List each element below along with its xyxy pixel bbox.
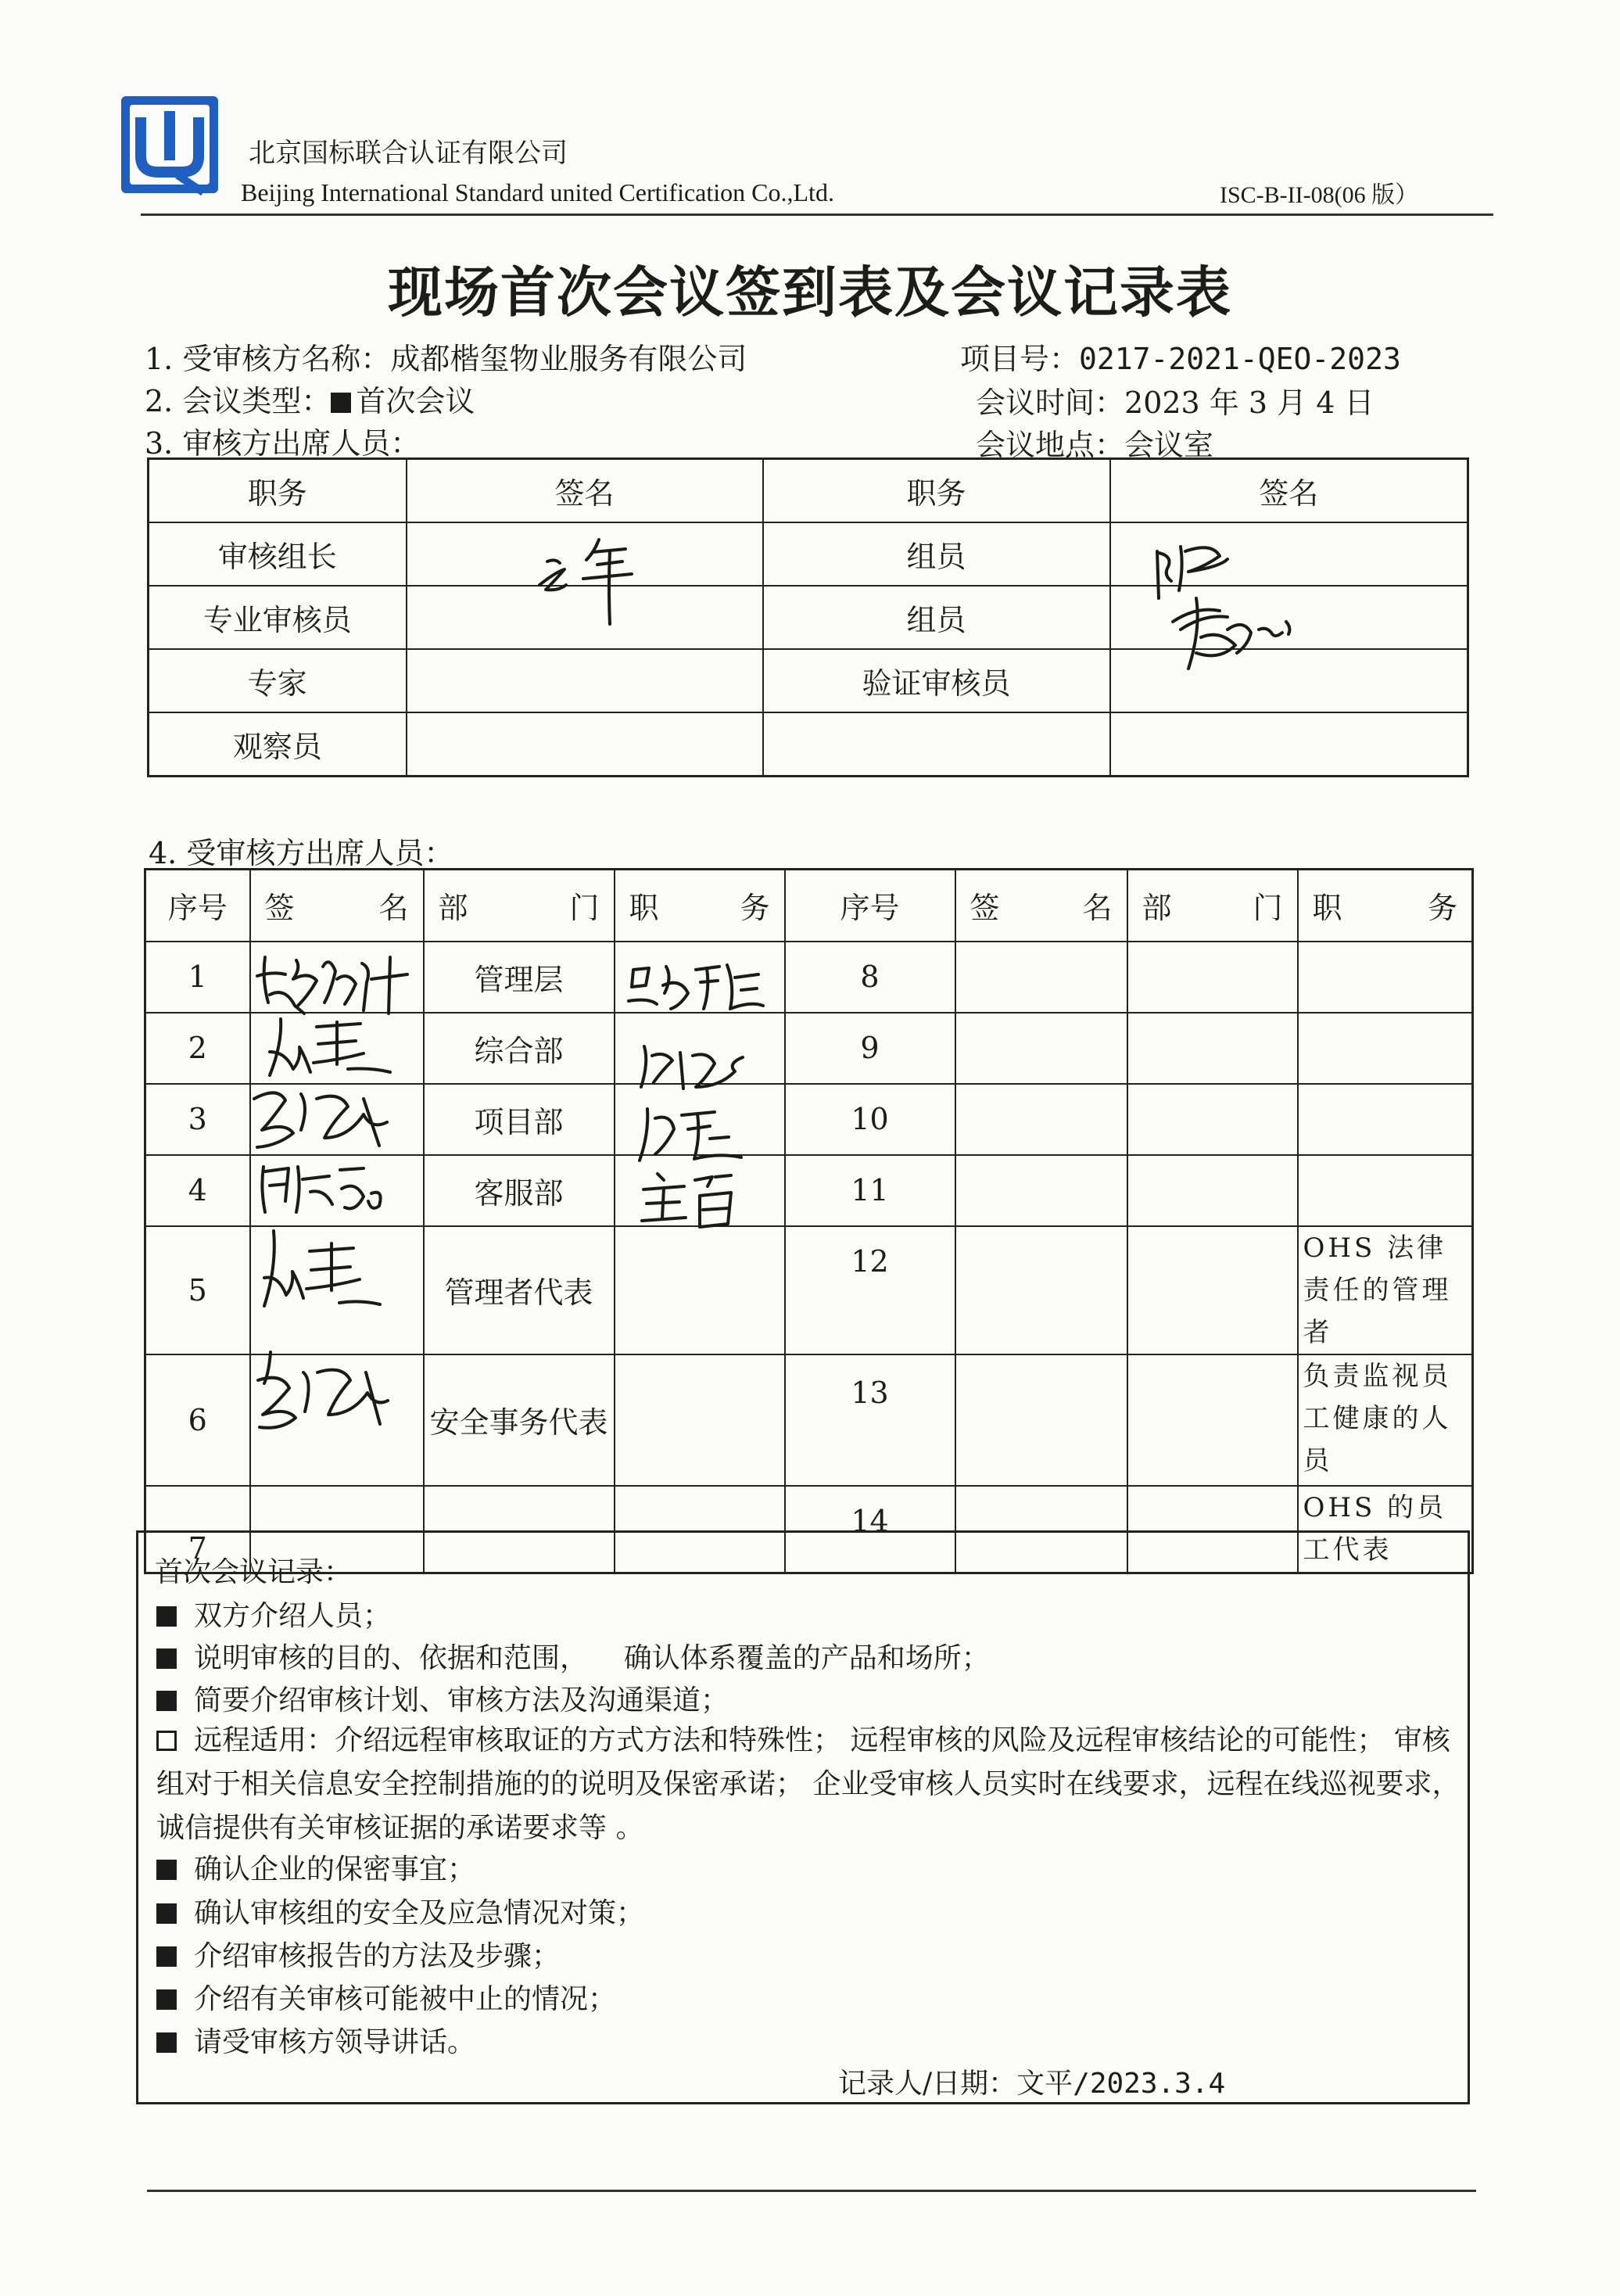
department-cell: 客服部 xyxy=(424,1155,615,1226)
record-item-text: 介绍有关审核可能被中止的情况； xyxy=(194,1983,617,2015)
handwritten-signature xyxy=(258,1228,383,1314)
position-cell xyxy=(1298,1013,1473,1084)
header-cell: 序号 xyxy=(145,870,250,942)
role-cell: 审核组长 xyxy=(149,522,407,586)
header-cell: 签名 xyxy=(407,459,763,523)
company-name-en: Beijing International Standard united Certification Co.,Ltd. xyxy=(241,178,834,206)
department-cell xyxy=(1127,942,1298,1013)
checked-box-icon xyxy=(156,1989,177,2010)
record-item xyxy=(156,1678,729,1718)
company-name-cn: 北京国标联合认证有限公司 xyxy=(249,138,568,169)
position-cell xyxy=(1298,1084,1473,1155)
meeting-time xyxy=(976,378,1374,422)
checked-box-icon xyxy=(156,1946,177,1967)
row-number: 2 xyxy=(145,1013,250,1084)
recorder-label: 记录人/日期： xyxy=(838,2068,1017,2100)
checked-box-icon xyxy=(156,1606,177,1627)
record-item-text: 双方介绍人员； xyxy=(194,1600,392,1632)
row-number: 4 xyxy=(145,1155,250,1226)
checked-box-icon xyxy=(156,1903,177,1924)
position-cell: 负责监视员工健康的人员 xyxy=(1298,1354,1473,1486)
role-cell: 专家 xyxy=(149,649,407,712)
role-cell: 观察员 xyxy=(149,712,407,777)
handwritten-signature xyxy=(250,1349,391,1435)
meeting-time-label: 会议时间： xyxy=(976,386,1125,420)
handwritten-signature xyxy=(262,1013,395,1083)
project-number-label: 项目号： xyxy=(960,342,1080,376)
header-cell: 职务 xyxy=(1298,870,1473,942)
table-header-row xyxy=(149,459,1468,523)
row-number: 11 xyxy=(785,1155,955,1226)
handwritten-signature xyxy=(633,1040,751,1095)
department-cell: 安全事务代表 xyxy=(424,1354,615,1486)
header-cell: 签名 xyxy=(1110,459,1468,523)
position-cell xyxy=(615,1354,785,1486)
handwritten-signature xyxy=(532,524,649,633)
signature-cell xyxy=(955,1084,1127,1155)
row-number: 7 xyxy=(145,1486,250,1573)
record-item-text: 说明审核的目的、依据和范围， 确认体系覆盖的产品和场所； xyxy=(194,1642,990,1674)
record-item xyxy=(156,1636,990,1676)
checked-box-icon xyxy=(156,1648,177,1669)
auditee-name-line: 1. 受审核方名称：成都楷玺物业服务有限公司 xyxy=(145,342,747,376)
meeting-type-line xyxy=(145,377,475,420)
record-item-text: 确认企业的保密事宜； xyxy=(194,1853,476,1885)
department-cell xyxy=(1127,1354,1298,1486)
position-cell xyxy=(1298,942,1473,1013)
recorder-value: 文平/2023.3.4 xyxy=(1016,2068,1226,2100)
handwritten-signature xyxy=(246,1083,395,1153)
signature-cell xyxy=(407,649,763,712)
department-cell xyxy=(1127,1226,1298,1354)
record-item xyxy=(156,1594,391,1634)
record-item-text: 远程适用：介绍远程审核取证的方式方法和特殊性； 远程审核的风险及远程审核结论的可能性； 审核组对于相关信息安全控制措施的的说明及保密承诺； 企业受审核人员实时在线要求，远程在线巡视要求，诚信提供有关审核证据的承诺要求等 。 xyxy=(156,1724,1461,1844)
department-cell xyxy=(1127,1013,1298,1084)
signature-cell xyxy=(955,1354,1127,1486)
table-header-row xyxy=(145,870,1473,942)
checked-box-icon xyxy=(331,393,351,413)
company-logo xyxy=(119,94,220,196)
meeting-record-title: 首次会议记录： xyxy=(155,1556,353,1588)
signature-cell xyxy=(407,712,763,777)
handwritten-signature xyxy=(1149,536,1321,676)
table-row xyxy=(149,712,1468,777)
row-number: 1 xyxy=(145,942,250,1013)
record-item-text: 确认审核组的安全及应急情况对策； xyxy=(194,1897,645,1929)
record-item xyxy=(156,1977,616,2017)
row-number: 3 xyxy=(145,1084,250,1155)
record-item-text: 介绍审核报告的方法及步骤； xyxy=(194,1940,561,1972)
handwritten-signature xyxy=(625,954,766,1017)
signature-cell xyxy=(955,1226,1127,1354)
header-cell: 部门 xyxy=(1127,870,1298,942)
department-cell xyxy=(1127,1155,1298,1226)
header-cell: 职务 xyxy=(763,459,1110,523)
department-cell: 综合部 xyxy=(424,1013,615,1084)
position-cell: OHS 的员工代表 xyxy=(1298,1486,1473,1573)
header-cell: 签名 xyxy=(250,870,424,942)
header-cell: 签名 xyxy=(955,870,1127,942)
header-divider xyxy=(141,213,1493,216)
role-cell: 专业审核员 xyxy=(149,586,407,649)
row-number: 6 xyxy=(145,1354,250,1486)
handwritten-signature xyxy=(254,1157,387,1220)
signature-cell xyxy=(955,1013,1127,1084)
row-number: 8 xyxy=(785,942,955,1013)
record-item-remote xyxy=(156,1719,1466,1850)
row-number: 12 xyxy=(785,1226,955,1354)
project-number xyxy=(960,335,1401,378)
handwritten-signature xyxy=(632,1103,749,1165)
position-cell xyxy=(1298,1155,1473,1226)
record-item-text: 请受审核方领导讲话。 xyxy=(194,2026,476,2058)
footer-divider xyxy=(147,2190,1476,2192)
position-cell: OHS 法律责任的管理者 xyxy=(1298,1226,1473,1354)
checked-box-icon xyxy=(156,1860,177,1880)
row-number: 14 xyxy=(785,1486,955,1573)
signature-cell xyxy=(955,942,1127,1013)
record-item xyxy=(156,1934,560,1974)
record-item xyxy=(156,2020,475,2060)
department-cell: 项目部 xyxy=(424,1084,615,1155)
department-cell xyxy=(1127,1084,1298,1155)
meeting-type-label: 2. 会议类型： xyxy=(145,384,332,418)
form-code: ISC-B-II-08(06 版） xyxy=(1220,182,1419,208)
record-item xyxy=(156,1891,644,1931)
meeting-time-value: 2023 年 3 月 4 日 xyxy=(1124,386,1374,420)
handwritten-signature xyxy=(637,1169,739,1232)
role-cell: 验证审核员 xyxy=(763,649,1110,712)
department-cell: 管理者代表 xyxy=(424,1226,615,1354)
header-cell: 职务 xyxy=(615,870,785,942)
header-cell: 序号 xyxy=(785,870,955,942)
auditee-attendees-label: 4. 受审核方出席人员： xyxy=(149,836,454,870)
meeting-type-value: 首次会议 xyxy=(356,384,475,418)
position-cell xyxy=(615,1226,785,1354)
row-number: 9 xyxy=(785,1013,955,1084)
header-cell: 部门 xyxy=(424,870,615,942)
role-cell: 组员 xyxy=(763,586,1110,649)
role-cell: 组员 xyxy=(763,522,1110,586)
meeting-place-label: 会议地点： xyxy=(976,428,1125,462)
record-item-text: 简要介绍审核计划、审核方法及沟通渠道； xyxy=(194,1684,729,1717)
row-number: 10 xyxy=(785,1084,955,1155)
document-title: 现场首次会议签到表及会议记录表 xyxy=(388,260,1232,325)
unchecked-box-icon xyxy=(156,1731,177,1751)
recorder-line xyxy=(838,2061,1225,2101)
record-item xyxy=(156,1847,475,1887)
checked-box-icon xyxy=(156,1691,177,1711)
row-number: 5 xyxy=(145,1226,250,1354)
meeting-place-value: 会议室 xyxy=(1124,428,1214,462)
department-cell: 管理层 xyxy=(424,942,615,1013)
header-cell: 职务 xyxy=(149,459,407,523)
signature-cell xyxy=(955,1155,1127,1226)
handwritten-signature xyxy=(254,948,410,1018)
project-number-value: 0217-2021-QEO-2023 xyxy=(1079,342,1401,376)
role-cell xyxy=(763,712,1110,777)
audit-team-label: 3. 审核方出席人员： xyxy=(145,426,421,461)
signature-cell xyxy=(1110,712,1468,777)
row-number: 13 xyxy=(785,1354,955,1486)
checked-box-icon xyxy=(156,2032,177,2053)
